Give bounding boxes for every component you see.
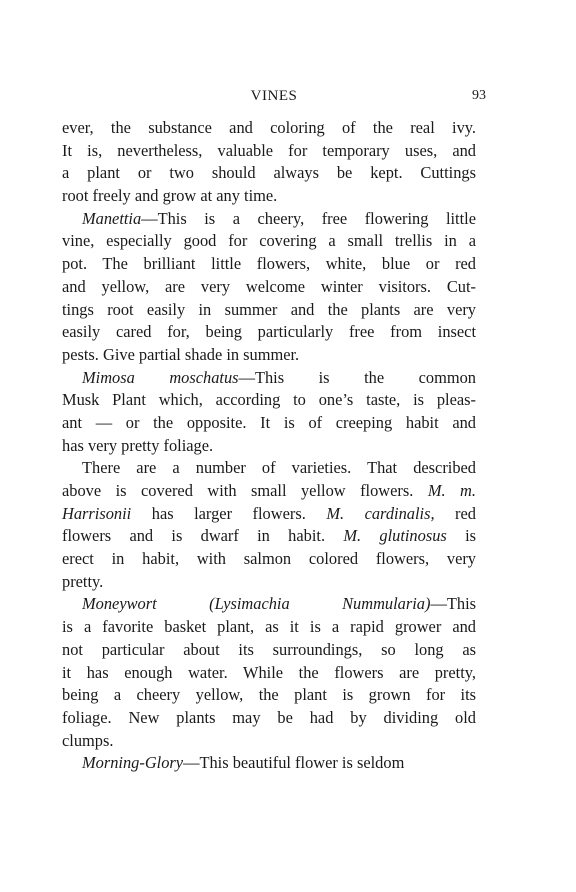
text-line bbox=[62, 185, 476, 208]
text-segment: pot. The brilliant little flowers, white, blue or red bbox=[62, 254, 476, 274]
text-segment: pests. Give partial shade in summer. bbox=[62, 344, 300, 364]
text-line bbox=[62, 548, 476, 571]
italic-text: Morning-Glory bbox=[82, 753, 184, 773]
text-line bbox=[62, 707, 476, 730]
text-segment: ever, the substance and coloring of the real ivy. bbox=[62, 118, 476, 137]
text-segment: —This beautiful flower is seldom bbox=[183, 753, 405, 773]
text-line bbox=[62, 684, 476, 707]
text-line bbox=[62, 208, 476, 231]
text-segment: not particular about its surroundings, so long as bbox=[62, 639, 476, 659]
text-line bbox=[62, 639, 476, 662]
text-segment: tings root easily in summer and the plants are very bbox=[62, 299, 476, 319]
text-segment: being a cheery yellow, the plant is grown for its bbox=[62, 685, 476, 705]
italic-text: M. m. bbox=[427, 481, 476, 500]
text-segment: —This is the common bbox=[238, 367, 477, 387]
text-segment: —This is a cheery, free flowering little bbox=[141, 208, 476, 228]
text-line bbox=[62, 525, 476, 548]
text-line bbox=[62, 435, 476, 458]
italic-text: Harrisonii bbox=[62, 503, 132, 523]
text-line bbox=[62, 730, 476, 753]
text-segment: erect in habit, with salmon colored flowers, very bbox=[62, 549, 476, 569]
text-segment: pretty. bbox=[62, 571, 104, 591]
text-segment: It is, nevertheless, valuable for temporary uses, and bbox=[62, 140, 476, 160]
text-line bbox=[62, 593, 476, 616]
text-segment: easily cared for, being particularly free from insect bbox=[62, 322, 476, 342]
text-line bbox=[62, 480, 476, 503]
text-line bbox=[62, 412, 476, 435]
text-line bbox=[62, 140, 476, 163]
text-segment: has very pretty foliage. bbox=[62, 435, 214, 455]
body-text bbox=[62, 117, 476, 775]
text-line bbox=[62, 117, 476, 140]
text-line bbox=[62, 321, 476, 344]
italic-text: Manettia bbox=[82, 208, 142, 228]
italic-text: Moneywort (Lysimachia Nummularia) bbox=[82, 594, 431, 614]
text-line bbox=[62, 299, 476, 322]
text-line bbox=[62, 162, 476, 185]
italic-text: M. glutinosus bbox=[343, 526, 447, 546]
text-segment: vine, especially good for covering a small trellis in a bbox=[62, 231, 476, 251]
text-segment: is a favorite basket plant, as it is a rapid grower and bbox=[62, 617, 476, 637]
running-head bbox=[62, 88, 486, 108]
text-line bbox=[62, 253, 476, 276]
text-line bbox=[62, 367, 476, 390]
text-line bbox=[62, 389, 476, 412]
text-segment: root freely and grow at any time. bbox=[62, 186, 278, 206]
text-segment: foliage. New plants may be had by dividing old bbox=[62, 707, 476, 727]
text-segment: —This bbox=[430, 594, 476, 614]
text-segment: flowers and is dwarf in habit. bbox=[62, 526, 344, 546]
italic-text: Mimosa moschatus bbox=[82, 367, 239, 387]
text-line bbox=[62, 230, 476, 253]
text-segment: ant — or the opposite. It is of creeping habit and bbox=[62, 412, 476, 432]
text-line bbox=[62, 616, 476, 639]
text-segment: and yellow, are very welcome winter visitors. Cut- bbox=[62, 276, 476, 296]
text-segment: has larger flowers. bbox=[131, 503, 327, 523]
text-segment: red bbox=[434, 503, 476, 523]
text-segment: a plant or two should always be kept. Cuttings bbox=[62, 163, 476, 183]
text-line bbox=[62, 752, 476, 775]
running-head-title: VINES bbox=[250, 88, 298, 104]
text-line bbox=[62, 571, 476, 594]
text-line bbox=[62, 662, 476, 685]
text-line bbox=[62, 457, 476, 480]
text-line bbox=[62, 276, 476, 299]
text-segment: clumps. bbox=[62, 730, 114, 750]
text-segment: is bbox=[446, 526, 477, 546]
page-number: 93 bbox=[472, 88, 486, 103]
text-line bbox=[62, 344, 476, 367]
text-segment: Musk Plant which, according to one’s taste, is pleas- bbox=[62, 390, 476, 410]
text-segment: it has enough water. While the flowers are pretty, bbox=[62, 662, 476, 682]
text-segment: There are a number of varieties. That described bbox=[82, 458, 476, 478]
text-segment: above is covered with small yellow flowers. bbox=[62, 481, 428, 500]
italic-text: M. cardinalis, bbox=[326, 503, 435, 523]
text-line bbox=[62, 503, 476, 526]
